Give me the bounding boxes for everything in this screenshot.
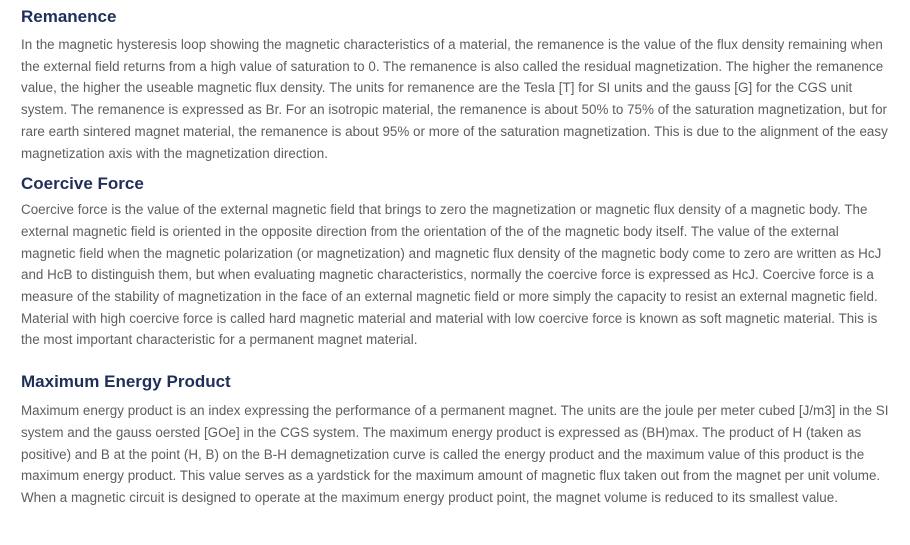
section-body-remanence: In the magnetic hysteresis loop showing the magnetic characteristics of a material, the remanence is the value of the flux density remaining when the external field returns from a high value of saturation to 0. The remanence is also called the residual magnetization. The higher the remanence value, the higher the useable magnetic flux density. The units for remanence are the Tesla [T] for SI units and the gauss [G] for the CGS unit system. The remanence is expressed as Br. For an isotropic material, the remanence is about 50% to 75% of the saturation magnetization, but for rare earth sintered magnet material, the remanence is about 95% or more of the saturation magnetization. This is due to the alignment of the easy magnetization axis with the magnetization direction. <box>21 37 888 161</box>
section-heading-maximum-energy-product: Maximum Energy Product <box>21 372 231 392</box>
section-body-coercive-force: Coercive force is the value of the external magnetic field that brings to zero the magnetization or magnetic flux density of a magnetic body. The external magnetic field is oriented in the opposite direction from the orientation of the of the magnetic body itself. The value of the external magnetic field when the magnetic polarization (or magnetization) and magnetic flux density of the magnetic body come to zero are written as HcJ and HcB to distinguish them, but when evaluating magnetic characteristics, normally the coercive force is expressed as HcJ. Coercive force is a measure of the stability of magnetization in the face of an external magnetic field or more simply the capacity to resist an external magnetic field. Material with high coercive force is called hard magnetic material and material with low coercive force is known as soft magnetic material. This is the most important characteristic for a permanent magnet material. <box>21 202 882 348</box>
section-remanence <box>21 6 891 164</box>
article-content <box>21 6 891 509</box>
section-heading-coercive-force: Coercive Force <box>21 174 144 194</box>
section-coercive-force <box>21 173 891 351</box>
section-body-maximum-energy-product: Maximum energy product is an index expressing the performance of a permanent magnet. The units are the joule per meter cubed [J/m3] in the SI system and the gauss oersted [GOe] in the CGS system. The maximum energy product is expressed as (BH)max. The product of H (taken as positive) and B at the point (H, B) on the B-H demagnetization curve is called the energy product and the maximum value of this product is the maximum energy product. This value serves as a yardstick for the maximum amount of magnetic flux taken out from the magnet per unit volume. When a magnetic circuit is designed to operate at the maximum energy product point, the magnet volume is reduced to its smallest value. <box>21 403 889 505</box>
section-heading-remanence: Remanence <box>21 7 117 26</box>
section-maximum-energy-product <box>21 371 891 509</box>
